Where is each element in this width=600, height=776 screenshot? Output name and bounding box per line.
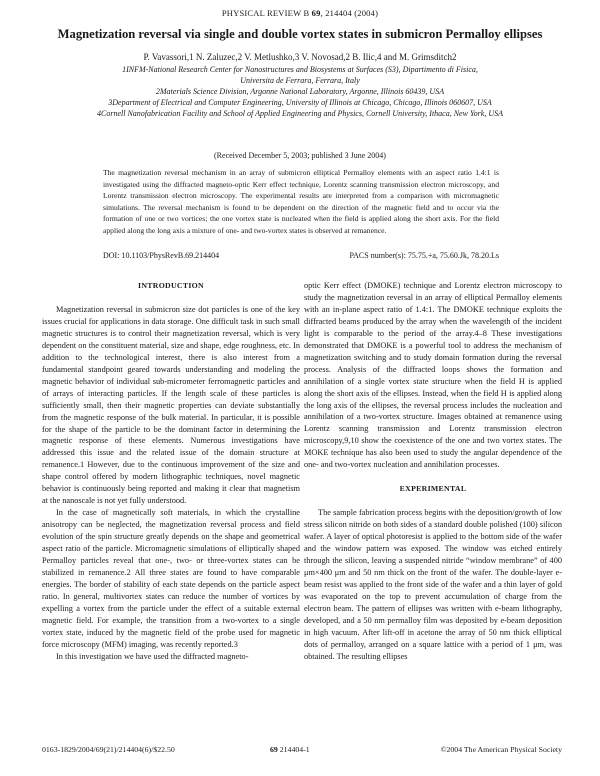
- affiliation-line: 4Cornell Nanofabrication Facility and School of Applied Engineering and Physics, Cornell University, Ithaca, New York, USA: [97, 109, 503, 118]
- affiliations: [30, 64, 570, 119]
- author-list: P. Vavassori,1 N. Zaluzec,2 V. Metlushko,3 V. Novosad,2 B. Ilic,4 and M. Grimsditch2: [143, 52, 457, 62]
- section-heading-experimental: EXPERIMENTAL: [399, 484, 467, 494]
- body-paragraph: In the case of magnetically soft materials, in which the crystalline anisotropy can be neglected, the magnetization reversal process and field evolution of the spin structure greatly depends on the shape and geometrical aspect ratio of the particle. Micromagnetic simulations of elliptically shaped Permalloy particles reveal that one-, two- or three-vortex states can be stabilized in remanence.2 All three states are found to have comparable energies. The border of stability of each state depends on the particle aspect ratio. In general, multivortex states can reduce the number of vortices by expelling a vortex from the particle under the effect of a suitable external magnetic field. For example, the transition from a two-vortex to a single vortex state, induced by the magnetic field of the probe used for magnetic force microscopy (MFM) imaging, was recently reported.3: [42, 508, 300, 649]
- left-column: [42, 280, 300, 663]
- running-head: [0, 8, 600, 18]
- pacs-numbers: PACS number(s): 75.75.+a, 75.60.Jk, 78.20.Ls: [349, 251, 499, 260]
- page-number: [270, 745, 310, 754]
- abstract: The magnetization reversal mechanism in an array of submicron elliptical Permalloy elements with an aspect ratio 1.4:1 is investigated using the diffracted magneto-optic Kerr effect technique, Lorentz scanning transmission electron microscopy, and Lorentz transmission electron microscopy. The experimental results are interpreted from a comparison with micromagnetic simulations. The reversal mechanism is found to be dependent on the direction of the magnetic field and to occur via the formation of one or two vortices; the one vortex state is nucleated when the field is applied along the short axis. For the field applied along the long axis a mixture of one- and two-vortex states is observed at remanence.: [103, 168, 499, 235]
- received-date: (Received December 5, 2003; published 3 June 2004): [214, 151, 386, 160]
- right-column: [304, 280, 562, 663]
- footer-volume: 69: [270, 745, 278, 754]
- copyright: ©2004 The American Physical Society: [440, 745, 562, 754]
- paper-title: Magnetization reversal via single and double vortex states in submicron Permalloy ellipses: [57, 27, 543, 41]
- journal-name: PHYSICAL REVIEW B: [221, 8, 312, 18]
- body-paragraph: optic Kerr effect (DMOKE) technique and Lorentz electron microscopy to study the magnetization reversal in an array of elliptical Permalloy elements with an in-plane aspect ratio of 1.4:1. The DMOKE technique exploits the diffracted beams produced by the array when the wavelength of the incident light is comparable to the period of the array.4–8 These investigations demonstrated that DMOKE is a powerful tool to address the mechanism of magnetization switching and to study domain formation during the reversal process. Analysis of the diffracted loops shows the formation and annihilation of a single vortex state structure when the field H is applied along the short axis of the ellipses. Instead, when the field H is applied along the long axis of the ellipses, the reversal process includes the nucleation and annihilation of a two-vortex structure. Images obtained at remanence using Lorentz scanning transmission and Lorentz transmission electron microscopy,9,10 show the coexistence of the one and two vortex states. The MOKE technique has also been used to study the angular dependence of the one- and two-vortex nucleation and annihilation processes.: [304, 281, 562, 470]
- affiliation-line: 3Department of Electrical and Computer Engineering, University of Illinois at Chicago, Chicago, Illinois 060607, USA: [108, 98, 492, 107]
- body-paragraph: Magnetization reversal in submicron size dot particles is one of the key issues crucial for applications in data storage. One difficult task in such small magnetic structures is to control their magnetization reversal, which is very dependent on the constituent material, size and shape, edge roughness, etc. In addition to the technological interest, there is also interest from a fundamental standpoint geared towards understanding and modeling the magnetic behavior of individual sub-micrometer ferromagnetic particles and of arrays of interacting particles. If the length scale of these particles is sufficiently small, then their magnetic properties can deviate substantially from the magnetic response of the bulk material. In particular, it is possible for the shape of the particle to be the dominant factor in determining the magnetic response of these elements. Numerous investigations have addressed this issue and the related issue of the domain structure at remanence.1 However, due to the continuous improvement of the size and shape control offered by modern lithographic techniques, novel magnetic behavior is continuously being reported and making it clear that magnetism at the nanoscale is not yet fully understood.: [42, 305, 300, 506]
- doi: DOI: 10.1103/PhysRevB.69.214404: [103, 251, 220, 260]
- issn-code: 0163-1829/2004/69(21)/214404(6)/$22.50: [42, 745, 175, 754]
- body-paragraph: In this investigation we have used the diffracted magneto-: [56, 651, 249, 661]
- affiliation-line: Universita de Ferrara, Ferrara, Italy: [240, 76, 360, 85]
- footer-page: 214404-1: [279, 745, 310, 754]
- affiliation-line: 1INFM-National Research Center for Nanostructures and Biosystems at Surfaces (S3), Dipartimento di Fisica,: [122, 65, 478, 74]
- affiliation-line: 2Materials Science Division, Argonne National Laboratory, Argonne, Illinois 60439, USA: [155, 87, 445, 96]
- body-paragraph: The sample fabrication process begins with the deposition/growth of low stress silicon nitride on both sides of a standard double polished (100) silicon wafer. A layer of optical photoresist is applied to the bottom side of the wafer and the window pattern was exposed. The window was etched entirely through the silicon, leaving a suspended nitride “window membrane” of 400 μm×400 μm and 50 nm thick on the front of the wafer. The double-layer e-beam resist was applied to the front side of the wafer and a thin layer of gold was evaporated on the top to prevent accumulation of charge from the electron beam. The pattern of ellipses was written with e-beam lithography, developed, and a 50 nm permalloy film was deposited by e-beam deposition in high vacuum. After lift-off in acetone the array of 50 nm thick elliptical dots of permalloy, arranged on a square lattice with a period of 1 μm, was obtained. The resulting ellipses: [304, 508, 562, 661]
- volume-number: 69: [311, 8, 321, 18]
- article-info: , 214404 (2004): [320, 8, 379, 18]
- section-heading-introduction: INTRODUCTION: [138, 281, 204, 290]
